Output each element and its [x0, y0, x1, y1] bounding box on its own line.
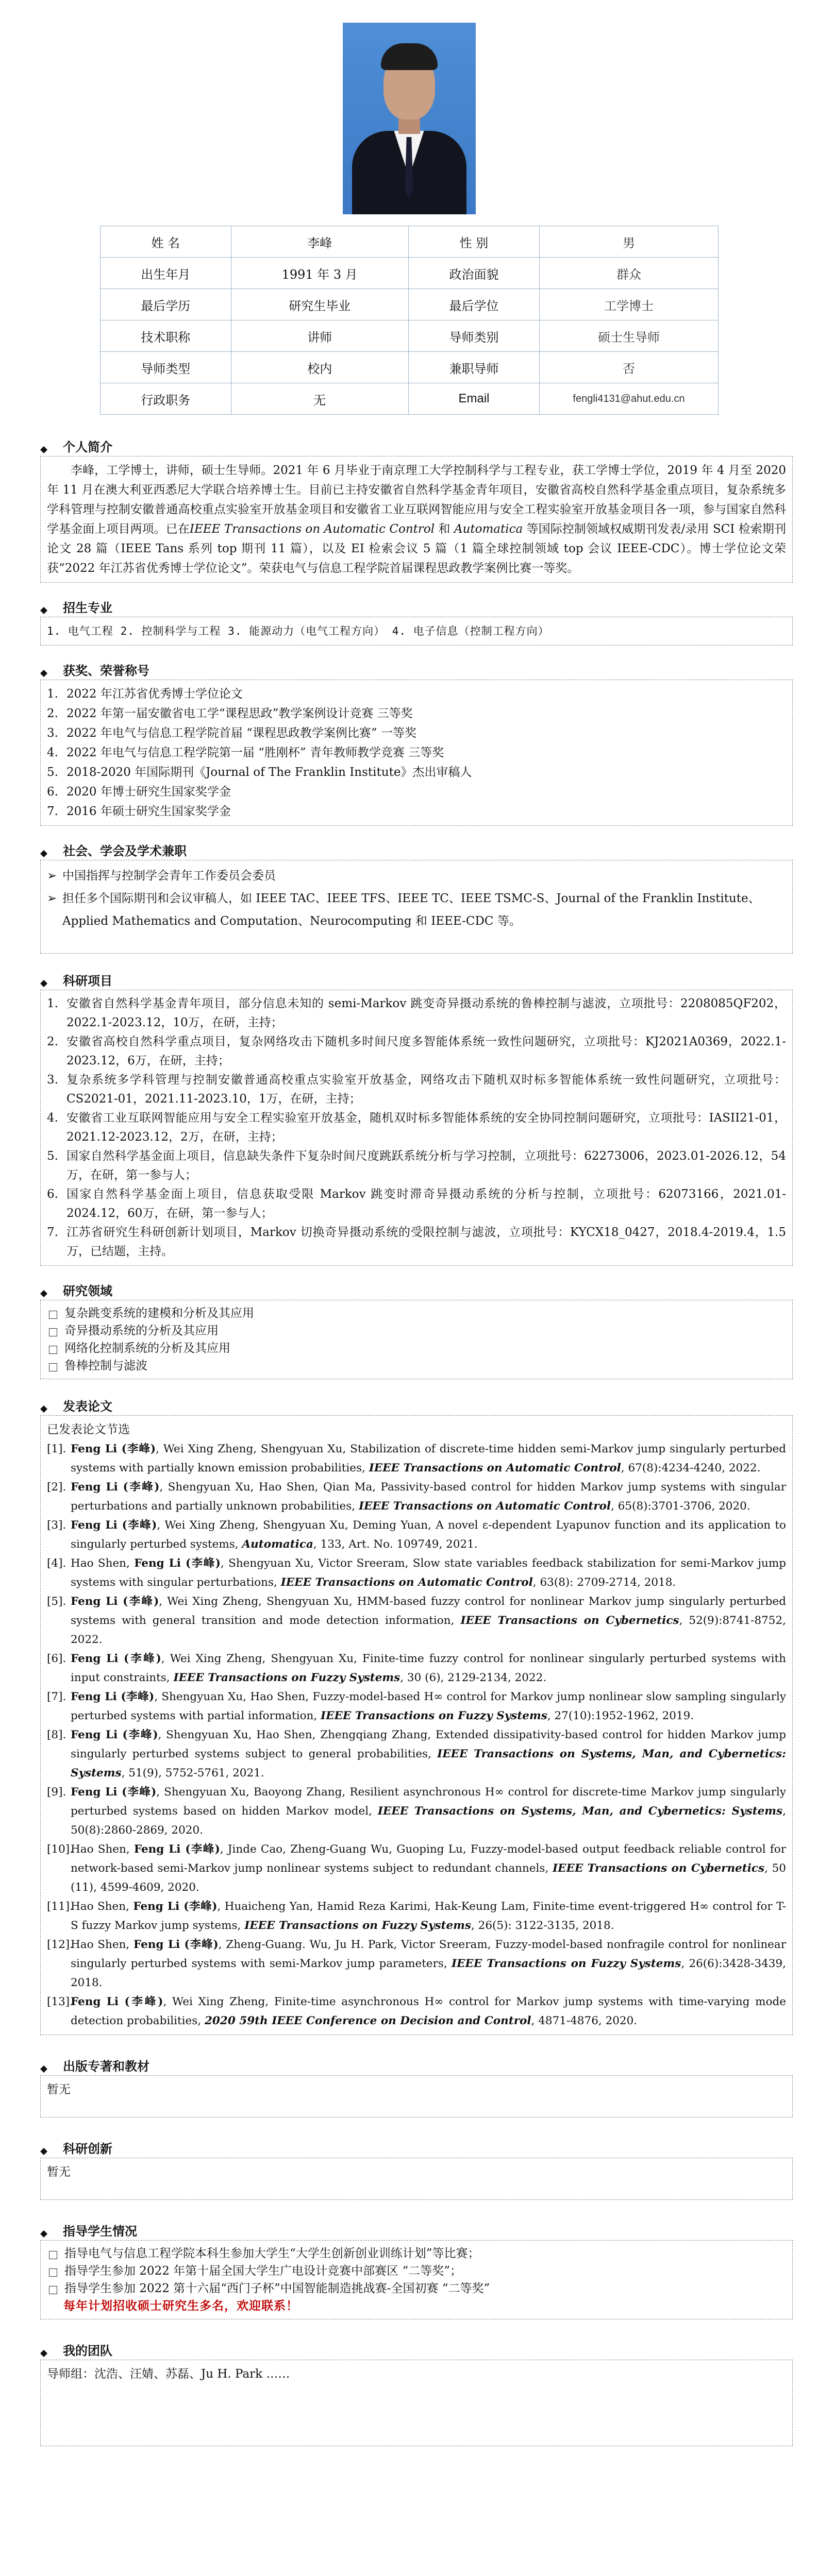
paper-number: [7]. [47, 1690, 66, 1703]
square-bullet-icon [49, 2268, 57, 2277]
paper-number: [3]. [47, 1519, 66, 1532]
paper-number: [6]. [47, 1652, 66, 1665]
project-number: 3. [47, 1073, 58, 1087]
project-text: 江苏省研究生科研创新计划项目，Markov 切换奇异摄动系统的受限控制与滤波，立项批号：KYCX18_0427，2018.4-2019.4，1.5万，已结题，主持。 [66, 1226, 786, 1258]
students-box [40, 2240, 793, 2319]
profile-label: Email [408, 383, 540, 415]
paper-number: [11]. [47, 1900, 73, 1913]
paper-number: [13]. [47, 1995, 73, 2008]
awards-title: 获奖、荣誉称号 [63, 663, 149, 678]
paper-title: , Wei Xing Zheng, Shengyuan Xu, Stabilization of discrete-time hidden semi-Markov jump singularly perturbed systems with partially known emission probabilities, [71, 1443, 786, 1475]
award-number: 2. [47, 707, 58, 720]
profile-label: 行政职务 [100, 383, 231, 415]
innovation-text: 暂无 [47, 2165, 71, 2179]
paper-coauthor-prefix: Hao Shen, [71, 1557, 135, 1570]
award-text: 2022 年江苏省优秀博士学位论文 [66, 687, 243, 701]
papers-heading [40, 1395, 793, 1415]
project-item [47, 994, 786, 1032]
paper-text [71, 1992, 786, 2030]
intro-rest: 等国际控制领域权威期刊发表/录用 SCI 检索期刊论文 28 篇（IEEE Tans 系列 top 期刊 11 篇），以及 EI 检索会议 5 篇（1 篇全球控制领域 top 会议 IEEE-CDC）。博士学位论文荣获“2022 年江苏省优秀博士学位论文”。荣获电气与信息工程学院首届课程思政教学案例比赛一等奖。 [47, 522, 787, 575]
project-item [47, 1109, 786, 1147]
award-text: 2022 年电气与信息工程学院第一届 “胜刚杯” 青年教师教学竞赛 三等奖 [66, 746, 444, 759]
paper-title: , Zheng-Guang. Wu, Ju H. Park, Victor Sreeram, Fuzzy-model-based nonfragile control for nonlinear singularly perturbed systems with semi-Markov jump parameters, [71, 1938, 786, 1970]
student-text: 指导学生参加 2022 年第十届全国大学生广电设计竞赛中部赛区 “二等奖”； [64, 2264, 462, 2278]
award-text: 2022 年电气与信息工程学院首届 “课程思政教学案例比赛” 一等奖 [66, 726, 416, 740]
profile-value: 讲师 [231, 320, 408, 352]
projects-section [40, 969, 793, 1266]
major-title: 招生专业 [63, 600, 112, 615]
projects-box [40, 990, 793, 1266]
project-item [47, 1185, 786, 1223]
paper-author: Feng Li (李峰) [133, 1938, 219, 1951]
paper-journal: IEEE Transactions on Automatic Control [369, 1462, 621, 1475]
paper-author: Feng Li (李峰) [71, 1786, 157, 1799]
paper-journal: Automatica [242, 1538, 313, 1551]
team-text: 导师组：沈浩、汪婧、苏磊、Ju H. Park …… [47, 2367, 290, 2381]
paper-journal: IEEE Transactions on Automatic Control [358, 1500, 611, 1513]
paper-text [71, 1649, 786, 1687]
project-number: 4. [47, 1111, 58, 1125]
research-item [47, 1322, 786, 1340]
paper-title: , Huaicheng Yan, Hamid Reza Karimi, Hak-Keung Lam, Finite-time event-triggered H∞ control for T-S fuzzy Markov jump systems, [71, 1900, 786, 1932]
society-text: 担任多个国际期刊和会议审稿人，如 IEEE TAC、IEEE TFS、IEEE TC、IEEE TSMC-S、Journal of the Franklin Institute、Applied Mathematics and Computation、Neurocomputing 和 IEEE-CDC 等。 [62, 892, 760, 928]
project-text: 国家自然科学基金面上项目，信息获取受限 Markov 跳变时滞奇异摄动系统的分析与控制，立项批号：62073166，2021.01-2024.12，60万，在研，第一参与人； [66, 1188, 786, 1220]
profile-row [100, 383, 718, 415]
profile-value: 群众 [540, 258, 718, 289]
award-text: 2022 年第一届安徽省电工学“课程思政”教学案例设计竞赛 三等奖 [66, 707, 413, 720]
paper-journal: IEEE Transactions on Fuzzy Systems [244, 1919, 472, 1932]
profile-label: 最后学历 [100, 289, 231, 320]
profile-label: 性 别 [408, 226, 540, 258]
paper-text [71, 1935, 786, 1992]
diamond-bullet-icon [40, 2226, 47, 2233]
paper-volume: , 50(8):2860-2869, 2020. [71, 1805, 786, 1837]
square-bullet-icon [49, 1311, 57, 1319]
paper-journal: IEEE Transactions on Cybernetics [460, 1614, 679, 1627]
award-number: 6. [47, 785, 58, 799]
project-item [47, 1071, 786, 1109]
paper-volume: , 4871-4876, 2020. [531, 2014, 638, 2027]
paper-text [71, 1516, 786, 1554]
team-section [40, 2339, 793, 2467]
project-item [47, 1147, 786, 1185]
paper-title: , Jinde Cao, Zheng-Guang Wu, Guoping Lu, Fuzzy-model-based output feedback reliable control for network-based semi-Markov jump nonlinear systems subject to redundant channels, [71, 1843, 786, 1875]
paper-volume: , 27(10):1952-1962, 2019. [547, 1709, 694, 1722]
project-text: 安徽省自然科学基金青年项目，部分信息未知的 semi-Markov 跳变奇异摄动系统的鲁棒控制与滤波，立项批号：2208085QF202，2022.1-2023.12，10万，在研，主持； [66, 997, 786, 1029]
society-heading [40, 839, 793, 860]
profile-value: 李峰 [231, 226, 408, 258]
papers-box [40, 1415, 793, 2035]
diamond-bullet-icon [40, 603, 47, 610]
email-value: fengli4131@ahut.edu.cn [540, 383, 718, 415]
award-item [47, 762, 786, 782]
award-item [47, 802, 786, 821]
diamond-bullet-icon [40, 976, 47, 983]
paper-author: Feng Li (李峰) [71, 1519, 157, 1532]
profile-row [100, 320, 718, 352]
project-text: 安徽省高校自然科学重点项目，复杂网络攻击下随机多时间尺度多智能体系统一致性问题研究，立项批号：KJ2021A0369，2022.1-2023.12，6万，在研，主持； [66, 1035, 786, 1067]
paper-number: [4]. [47, 1557, 66, 1570]
paper-author: Feng Li (李峰) [71, 1995, 163, 2008]
paper-text [71, 1554, 786, 1592]
research-title: 研究领域 [63, 1283, 112, 1298]
paper-volume: , 30 (6), 2129-2134, 2022. [400, 1671, 547, 1684]
books-section [40, 2055, 793, 2117]
paper-coauthor-prefix: Hao Shen, [71, 1900, 133, 1913]
paper-author: Feng Li (李峰) [133, 1900, 218, 1913]
society-item [47, 865, 786, 887]
innovation-section [40, 2137, 793, 2200]
arrow-bullet-icon: ➢ [47, 892, 57, 905]
award-number: 3. [47, 726, 58, 740]
paper-title: , Shengyuan Xu, Baoyong Zhang, Resilient asynchronous H∞ control for discrete-time Markov jump singularly perturbed systems based on hidden Markov model, [71, 1786, 786, 1818]
paper-item [47, 1439, 786, 1478]
profile-value: 研究生毕业 [231, 289, 408, 320]
research-text: 鲁棒控制与滤波 [64, 1359, 147, 1372]
books-text: 暂无 [47, 2083, 71, 2096]
paper-title: , Wei Xing Zheng, Shengyuan Xu, Deming Yuan, A novel ε-dependent Lyapunov function and its application to singularly perturbed systems, [71, 1519, 786, 1551]
profile-row [100, 352, 718, 383]
team-heading [40, 2339, 793, 2360]
intro-text: 李峰，工学博士，讲师，硕士生导师。2021 年 6 月毕业于南京理工大学控制科学与工程专业，获工学博士学位，2019 年 4 月至 2020 年 11 月在澳大利亚西悉尼大学联合培养博士生。目前已主持安徽省自然科学基金青年项目，安徽省高校自然科学基金重点项目，复杂系统多学科管理与控制安徽普通高校重点实验室开放基金项目和安徽省工业互联网智能应用与安全工程实验室开放基金项目各一项，参与国家自然科学基金面上项目两项。已在 [47, 464, 786, 536]
paper-item [47, 1687, 786, 1725]
paper-author: Feng Li (李峰) [134, 1557, 221, 1570]
profile-label: 出生年月 [100, 258, 231, 289]
paper-volume: , 52(9):8741-8752, 2022. [71, 1614, 786, 1646]
research-section [40, 1279, 793, 1379]
award-number: 7. [47, 805, 58, 818]
project-number: 2. [47, 1035, 58, 1048]
paper-number: [5]. [47, 1595, 66, 1608]
paper-text [71, 1840, 786, 1897]
profile-row [100, 226, 718, 258]
paper-author: Feng Li (李峰) [133, 1843, 220, 1856]
research-box [40, 1300, 793, 1379]
photo-wrap [0, 0, 818, 214]
paper-number: [12]. [47, 1938, 73, 1951]
diamond-bullet-icon [40, 442, 47, 449]
books-box [40, 2075, 793, 2117]
major-heading [40, 596, 793, 617]
profile-value: 1991 年 3 月 [231, 258, 408, 289]
profile-label: 技术职称 [100, 320, 231, 352]
profile-value: 无 [231, 383, 408, 415]
paper-volume: , 26(6):3428-3439, 2018. [71, 1957, 786, 1989]
paper-item [47, 1992, 786, 2030]
project-item [47, 1223, 786, 1261]
project-item [47, 1032, 786, 1071]
students-section [40, 2219, 793, 2319]
profile-value: 校内 [231, 352, 408, 383]
square-bullet-icon [49, 2286, 57, 2294]
diamond-bullet-icon [40, 1286, 47, 1293]
project-text: 复杂系统多学科管理与控制安徽普通高校重点实验室开放基金，网络攻击下随机双时标多智能体系统一致性问题研究，立项批号：CS2021-01，2021.11-2023.10，1万，在研，主持； [66, 1073, 786, 1106]
paper-journal: IEEE Transactions on Fuzzy Systems [321, 1709, 547, 1722]
awards-heading [40, 659, 793, 680]
paper-author: Feng Li (李峰) [71, 1595, 159, 1608]
diamond-bullet-icon [40, 1401, 47, 1409]
paper-volume: , 65(8):3701-3706, 2020. [611, 1500, 750, 1513]
society-text: 中国指挥与控制学会青年工作委员会委员 [62, 869, 276, 883]
papers-subtitle: 已发表论文节选 [47, 1423, 130, 1436]
square-bullet-icon [49, 1363, 57, 1371]
project-number: 5. [47, 1149, 58, 1163]
paper-title: , Shengyuan Xu, Hao Shen, Zhengqiang Zhang, Extended dissipativity-based control for hidden Markov jump singularly perturbed systems subject to general probabilities, [71, 1728, 786, 1760]
intro-box [40, 456, 793, 583]
research-heading [40, 1279, 793, 1300]
paper-number: [8]. [47, 1728, 66, 1741]
square-bullet-icon [49, 1346, 57, 1354]
award-number: 5. [47, 766, 58, 779]
society-box [40, 860, 793, 954]
paper-title: , Wei Xing Zheng, Finite-time asynchronous H∞ control for Markov jump systems with time-varying mode detection probabilities, [71, 1995, 786, 2027]
paper-journal: IEEE Transactions on Systems, Man, and Cybernetics: Systems [377, 1805, 783, 1818]
award-text: 2016 年硕士研究生国家奖学金 [66, 805, 231, 818]
paper-author: Feng Li (李峰) [71, 1690, 155, 1703]
award-item [47, 723, 786, 743]
paper-text [71, 1439, 786, 1478]
paper-text [71, 1478, 786, 1516]
society-title: 社会、学会及学术兼职 [63, 843, 187, 858]
research-text: 网络化控制系统的分析及其应用 [64, 1342, 230, 1355]
paper-text [71, 1897, 786, 1935]
paper-journal: IEEE Transactions on Automatic Control [280, 1576, 533, 1589]
paper-item [47, 1897, 786, 1935]
profile-table [100, 226, 719, 415]
project-number: 1. [47, 997, 58, 1010]
research-item [47, 1304, 786, 1322]
paper-item [47, 1783, 786, 1840]
paper-item [47, 1935, 786, 1992]
diamond-bullet-icon [40, 2061, 47, 2069]
intro-section [40, 435, 793, 583]
research-text: 复杂跳变系统的建模和分析及其应用 [64, 1307, 254, 1320]
diamond-bullet-icon [40, 666, 47, 673]
innovation-title: 科研创新 [63, 2141, 112, 2156]
paper-number: [10]. [47, 1843, 73, 1856]
paper-author: Feng Li (李峰) [71, 1652, 161, 1665]
profile-label: 政治面貌 [408, 258, 540, 289]
projects-title: 科研项目 [63, 973, 112, 988]
research-item [47, 1357, 786, 1375]
profile-label: 导师类别 [408, 320, 540, 352]
student-text: 指导学生参加 2022 第十六届“西门子杯”中国智能制造挑战赛-全国初赛 “二等奖” [64, 2282, 490, 2295]
paper-coauthor-prefix: Hao Shen, [71, 1843, 134, 1856]
profile-photo [343, 23, 476, 214]
award-item [47, 684, 786, 704]
intro-journal-2: Automatica [454, 522, 523, 536]
award-item [47, 704, 786, 723]
award-number: 4. [47, 746, 58, 759]
paper-volume: , 51(9), 5752-5761, 2021. [121, 1767, 264, 1780]
awards-box [40, 680, 793, 826]
paper-item [47, 1554, 786, 1592]
paper-text [71, 1592, 786, 1649]
paper-text [71, 1687, 786, 1725]
paper-volume: , 26(5): 3122-3135, 2018. [471, 1919, 614, 1932]
paper-text [71, 1725, 786, 1783]
project-number: 6. [47, 1188, 58, 1201]
recruit-note: 每年计划招收硕士研究生多名，欢迎联系！ [63, 2299, 298, 2313]
intro-mid: 和 [435, 522, 454, 536]
arrow-bullet-icon: ➢ [47, 869, 57, 883]
paper-number: [2]. [47, 1481, 66, 1494]
paper-title: , Wei Xing Zheng, Shengyuan Xu, HMM-based fuzzy control for nonlinear Markov jump singularly perturbed systems with general transition and mode detection information, [71, 1595, 786, 1627]
major-text: 1. 电气工程 2. 控制科学与工程 3. 能源动力（电气工程方向） 4. 电子信息（控制工程方向） [47, 625, 549, 637]
student-item [47, 2262, 786, 2280]
award-text: 2020 年博士研究生国家奖学金 [66, 785, 231, 799]
paper-volume: , 133, Art. No. 109749, 2021. [313, 1538, 478, 1551]
award-number: 1. [47, 687, 58, 701]
paper-author: Feng Li (李峰) [71, 1443, 156, 1455]
students-title: 指导学生情况 [63, 2224, 137, 2239]
team-title: 我的团队 [63, 2343, 112, 2358]
profile-value: 硕士生导师 [540, 320, 718, 352]
paper-journal: IEEE Transactions on Cybernetics [553, 1862, 765, 1875]
diamond-bullet-icon [40, 2144, 47, 2151]
paper-volume: , 50 (11), 4599-4609, 2020. [71, 1862, 786, 1894]
student-item [47, 2280, 786, 2297]
research-text: 奇异摄动系统的分析及其应用 [64, 1324, 219, 1337]
research-item [47, 1340, 786, 1357]
paper-volume: , 63(8): 2709-2714, 2018. [532, 1576, 676, 1589]
diamond-bullet-icon [40, 846, 47, 853]
paper-journal: IEEE Transactions on Fuzzy Systems [173, 1671, 400, 1684]
project-text: 国家自然科学基金面上项目，信息缺失条件下复杂时间尺度跳跃系统分析与学习控制，立项批号：62273006，2023.01-2026.12，54万，在研，第一参与人； [66, 1149, 786, 1182]
intro-heading [40, 435, 793, 456]
profile-row [100, 258, 718, 289]
society-item [47, 887, 786, 933]
paper-journal: IEEE Transactions on Systems, Man, and Cybernetics: Systems [71, 1748, 786, 1780]
square-bullet-icon [49, 2251, 57, 2259]
paper-journal: 2020 59th IEEE Conference on Decision and Control [204, 2014, 531, 2027]
intro-journal-1: IEEE Transactions on Automatic Control [189, 522, 435, 536]
award-item [47, 782, 786, 802]
profile-label: 姓 名 [100, 226, 231, 258]
major-section [40, 596, 793, 646]
paper-author: Feng Li (李峰) [71, 1728, 158, 1741]
paper-text [71, 1783, 786, 1840]
papers-section [40, 1395, 793, 2035]
paper-item [47, 1840, 786, 1897]
paper-title: , Wei Xing Zheng, Shengyuan Xu, Finite-time fuzzy control for nonlinear singularly perturbed systems with input constraints, [71, 1652, 786, 1684]
project-number: 7. [47, 1226, 58, 1239]
profile-label: 最后学位 [408, 289, 540, 320]
profile-label: 兼职导师 [408, 352, 540, 383]
award-text: 2018-2020 年国际期刊《Journal of The Franklin Institute》杰出审稿人 [66, 766, 472, 779]
profile-row [100, 289, 718, 320]
papers-title: 发表论文 [63, 1399, 112, 1414]
paper-volume: , 67(8):4234-4240, 2022. [621, 1462, 761, 1475]
student-item [47, 2245, 786, 2262]
profile-value: 男 [540, 226, 718, 258]
paper-number: [1]. [47, 1443, 66, 1455]
paper-item [47, 1725, 786, 1783]
profile-value: 工学博士 [540, 289, 718, 320]
major-box [40, 617, 793, 646]
paper-item [47, 1478, 786, 1516]
innovation-box [40, 2158, 793, 2200]
project-text: 安徽省工业互联网智能应用与安全工程实验室开放基金，随机双时标多智能体系统的安全协同控制问题研究，立项批号：IASII21-01，2021.12-2023.12，2万，在研，主持； [66, 1111, 786, 1144]
books-title: 出版专著和教材 [63, 2059, 149, 2074]
intro-title: 个人简介 [63, 439, 112, 454]
paper-author: Feng Li (李峰) [71, 1481, 160, 1494]
paper-item [47, 1592, 786, 1649]
paper-title: , Shengyuan Xu, Hao Shen, Fuzzy-model-based H∞ control for Markov jump nonlinear slow sampling singularly perturbed systems with partial information, [71, 1690, 786, 1722]
team-box [40, 2360, 793, 2446]
student-text: 指导电气与信息工程学院本科生参加大学生“大学生创新创业训练计划”等比赛； [64, 2247, 480, 2260]
projects-heading [40, 969, 793, 990]
profile-label: 导师类型 [100, 352, 231, 383]
society-section [40, 839, 793, 954]
diamond-bullet-icon [40, 2346, 47, 2353]
profile-value: 否 [540, 352, 718, 383]
awards-section [40, 659, 793, 826]
books-heading [40, 2055, 793, 2075]
award-item [47, 743, 786, 762]
innovation-heading [40, 2137, 793, 2158]
paper-number: [9]. [47, 1786, 66, 1799]
paper-item [47, 1516, 786, 1554]
square-bullet-icon [49, 1328, 57, 1336]
students-heading [40, 2219, 793, 2240]
paper-item [47, 1649, 786, 1687]
paper-coauthor-prefix: Hao Shen, [71, 1938, 134, 1951]
paper-title: , Shengyuan Xu, Hao Shen, Qian Ma, Passivity-based control for hidden Markov jump systems with singular perturbations and partially unknown probabilities, [71, 1481, 786, 1513]
paper-title: , Shengyuan Xu, Victor Sreeram, Slow state variables feedback stabilization for semi-Markov jump systems with singular perturbations, [71, 1557, 786, 1589]
paper-journal: IEEE Transactions on Fuzzy Systems [451, 1957, 681, 1970]
